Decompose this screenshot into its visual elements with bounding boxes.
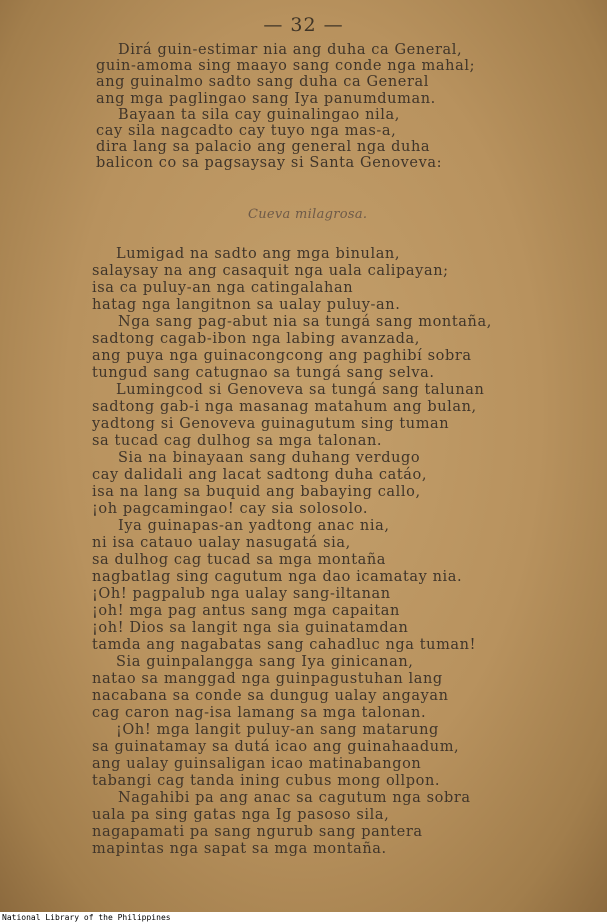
verse-line: sadtong gab-i nga masanag matahum ang bulan, [92, 399, 477, 415]
verse-line: Nga sang pag-abut nia sa tungá sang montaña, [118, 314, 492, 330]
verse-line: Iya guinapas-an yadtong anac nia, [118, 518, 390, 534]
verse-line: uala pa sing gatas nga Ig pasoso sila, [92, 807, 390, 823]
verse-line: Sia guinpalangga sang Iya ginicanan, [116, 654, 414, 670]
footer-credit: National Library of the Philippines [0, 912, 607, 923]
verse-line: nacabana sa conde sa dungug ualay angayan [92, 688, 449, 704]
verse-line: balicon co sa pagsaysay si Santa Genoveva: [96, 155, 443, 172]
verse-line: cag caron nag-isa lamang sa mga talonan. [92, 705, 427, 721]
verse-line: cay dalidali ang lacat sadtong duha catáo, [92, 467, 428, 483]
verse-line: ¡Oh! mga langit puluy-an sang matarung [116, 722, 439, 738]
verse-line: Nagahibi pa ang anac sa cagutum nga sobra [118, 790, 471, 806]
verse-line: Lumingcod si Genoveva sa tungá sang talunan [116, 382, 485, 398]
verse-line: sa tucad cag dulhog sa mga talonan. [92, 433, 383, 449]
verse-line: sadtong cagab-ibon nga labing avanzada, [92, 331, 420, 347]
verse-line: Bayaan ta sila cay guinalingao nila, [118, 106, 400, 123]
verse-line: ¡oh! mga pag antus sang mga capaitan [92, 603, 400, 619]
verse-line: nagbatlag sing cagutum nga dao icamatay nia. [92, 569, 463, 585]
verse-line: ang ualay guinsaligan icao matinabangon [92, 756, 422, 772]
verse-line: isa na lang sa buquid ang babaying callo, [92, 484, 421, 500]
verse-line: ¡oh pagcamingao! cay sia solosolo. [92, 501, 369, 517]
verse-line: cay sila nagcadto cay tuyo nga mas-a, [96, 123, 397, 139]
verse-line: ni isa catauo ualay nasugatá sia, [92, 535, 351, 551]
verse-line: ang puya nga guinacongcong ang paghibí sobra [92, 348, 472, 364]
verse-line: dira lang sa palacio ang general nga duha [96, 139, 431, 156]
verse-line: yadtong si Genoveva guinagutum sing tuman [92, 416, 450, 432]
section-title: Cueva milagrosa. [248, 207, 368, 222]
verse-line: nagapamati pa sang ngurub sang pantera [92, 824, 423, 840]
verse-line: Lumigad na sadto ang mga binulan, [116, 246, 401, 262]
verse-line: tungud sang catugnao sa tungá sang selva. [92, 365, 435, 381]
page-number: — 32 — [263, 14, 344, 36]
verse-line: mapintas nga sapat sa mga montaña. [92, 841, 387, 857]
verse-line: guin-amoma sing maayo sang conde nga mahal; [96, 58, 476, 75]
verse-line: Dirá guin-estimar nia ang duha ca General, [118, 42, 463, 58]
verse-line: hatag nga langitnon sa ualay puluy-an. [92, 297, 401, 313]
verse-line: sa guinatamay sa dutá icao ang guinahaadum, [92, 739, 460, 755]
verse-line: ¡oh! Dios sa langit nga sia guinatamdan [92, 620, 409, 636]
verse-line: isa ca puluy-an nga catingalahan [92, 280, 354, 296]
verse-line: natao sa manggad nga guinpagustuhan lang [92, 671, 443, 687]
verse-line: ang guinalmo sadto sang duha ca General [96, 74, 429, 91]
verse-line: ¡Oh! pagpalub nga ualay sang-iltanan [92, 586, 391, 602]
verse-line: ang mga paglingao sang Iya panumduman. [96, 90, 436, 107]
verse-line: Sia na binayaan sang duhang verdugo [118, 450, 421, 466]
verse-line: salaysay na ang casaquit nga uala calipayan; [92, 263, 449, 279]
verse-line: tabangi cag tanda ining cubus mong ollpon. [92, 773, 441, 789]
verse-line: tamda ang nagabatas sang cahadluc nga tuman! [92, 637, 477, 653]
verse-line: sa dulhog cag tucad sa mga montaña [92, 552, 387, 568]
